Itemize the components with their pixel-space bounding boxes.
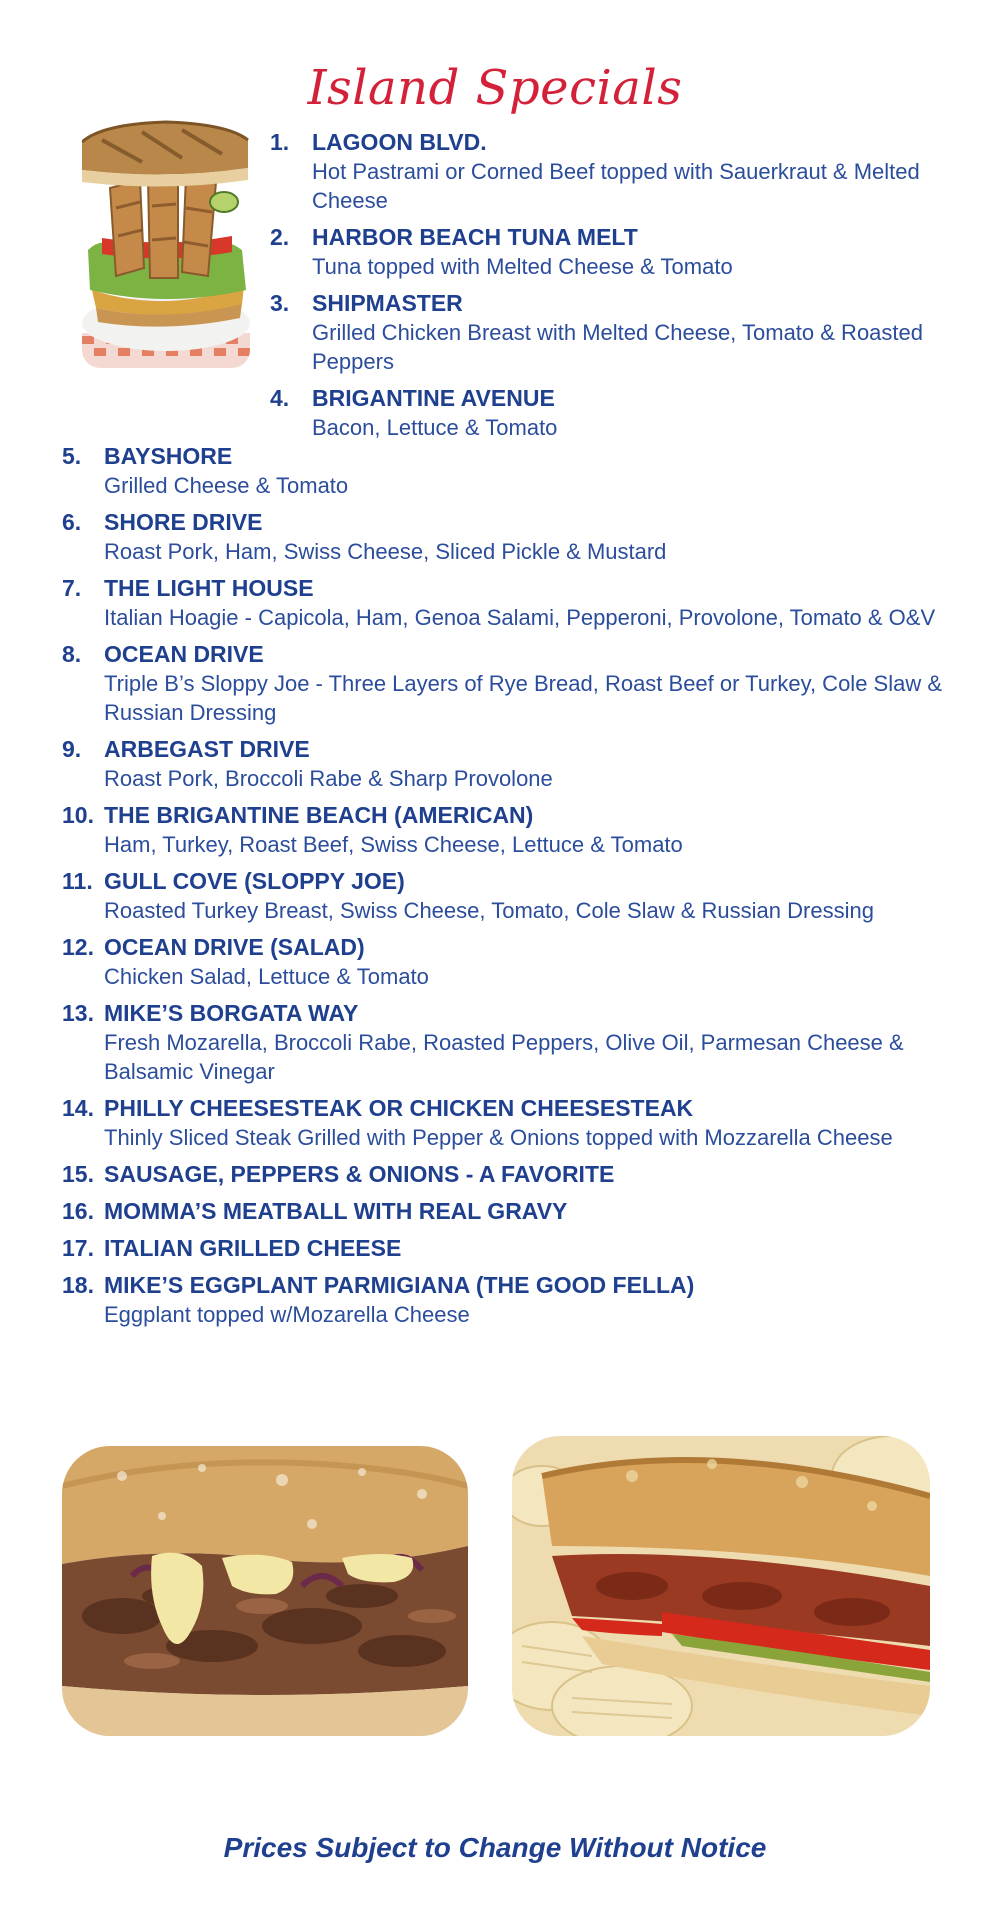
- item-description: Roasted Turkey Breast, Swiss Cheese, Tomato, Cole Slaw & Russian Dressing: [104, 898, 874, 923]
- page-title: Island Specials: [307, 60, 683, 116]
- menu-list-top: [270, 128, 950, 450]
- item-name: HARBOR BEACH TUNA MELT: [312, 224, 638, 250]
- menu-item: [62, 574, 942, 632]
- item-description: Roast Pork, Ham, Swiss Cheese, Sliced Pickle & Mustard: [104, 539, 667, 564]
- item-description: Tuna topped with Melted Cheese & Tomato: [312, 254, 733, 279]
- item-name: THE LIGHT HOUSE: [104, 575, 314, 601]
- item-number: 10.: [62, 802, 94, 828]
- item-number: 2.: [270, 224, 290, 250]
- menu-item: [62, 640, 942, 727]
- menu-item: [270, 223, 950, 281]
- item-name: LAGOON BLVD.: [312, 129, 487, 155]
- item-number: 6.: [62, 509, 82, 535]
- item-name: PHILLY CHEESESTEAK OR CHICKEN CHEESESTEAK: [104, 1095, 694, 1121]
- footer-notice: Prices Subject to Change Without Notice: [223, 1832, 767, 1863]
- sausage-peppers-photo: [512, 1436, 930, 1736]
- menu-item: [270, 384, 950, 442]
- item-number: 8.: [62, 641, 82, 667]
- item-name: MIKE’S EGGPLANT PARMIGIANA (THE GOOD FELLA): [104, 1272, 695, 1298]
- item-description: Grilled Cheese & Tomato: [104, 473, 349, 498]
- item-name: BRIGANTINE AVENUE: [312, 385, 555, 411]
- item-number: 16.: [62, 1198, 94, 1224]
- item-number: 7.: [62, 575, 82, 601]
- item-number: 1.: [270, 129, 290, 155]
- item-description: Chicken Salad, Lettuce & Tomato: [104, 964, 429, 989]
- item-number: 11.: [62, 868, 93, 894]
- item-description: Fresh Mozarella, Broccoli Rabe, Roasted Peppers, Olive Oil, Parmesan Cheese & Balsamic Vinegar: [104, 1030, 904, 1084]
- item-description: Eggplant topped w/Mozarella Cheese: [104, 1302, 470, 1327]
- menu-item: [62, 1271, 942, 1329]
- item-number: 17.: [62, 1235, 94, 1261]
- club-sandwich-photo: [82, 118, 250, 368]
- item-name: ARBEGAST DRIVE: [104, 736, 310, 762]
- item-description: Grilled Chicken Breast with Melted Cheese, Tomato & Roasted Peppers: [312, 320, 923, 374]
- item-description: Ham, Turkey, Roast Beef, Swiss Cheese, Lettuce & Tomato: [104, 832, 683, 857]
- item-name: OCEAN DRIVE: [104, 641, 264, 667]
- item-number: 12.: [62, 934, 94, 960]
- item-number: 9.: [62, 736, 82, 762]
- menu-item: [62, 508, 942, 566]
- menu-item: [62, 801, 942, 859]
- item-number: 14.: [62, 1095, 94, 1121]
- item-name: THE BRIGANTINE BEACH (AMERICAN): [104, 802, 534, 828]
- menu-item: [62, 735, 942, 793]
- item-description: Italian Hoagie - Capicola, Ham, Genoa Salami, Pepperoni, Provolone, Tomato & O&V: [104, 605, 936, 630]
- menu-item: [62, 867, 942, 925]
- item-name: GULL COVE (SLOPPY JOE): [104, 868, 405, 894]
- menu-item: [270, 128, 950, 215]
- item-number: 18.: [62, 1272, 94, 1298]
- item-description: Roast Pork, Broccoli Rabe & Sharp Provolone: [104, 766, 553, 791]
- item-number: 13.: [62, 1000, 94, 1026]
- item-description: Hot Pastrami or Corned Beef topped with Sauerkraut & Melted Cheese: [312, 159, 920, 213]
- item-number: 3.: [270, 290, 290, 316]
- item-description: Triple B’s Sloppy Joe - Three Layers of Rye Bread, Roast Beef or Turkey, Cole Slaw & Russian Dressing: [104, 671, 943, 725]
- item-name: OCEAN DRIVE (SALAD): [104, 934, 365, 960]
- item-name: MOMMA’S MEATBALL WITH REAL GRAVY: [104, 1198, 568, 1224]
- item-number: 4.: [270, 385, 290, 411]
- menu-item: [62, 933, 942, 991]
- menu-item: [62, 999, 942, 1086]
- item-name: SHORE DRIVE: [104, 509, 263, 535]
- item-name: BAYSHORE: [104, 443, 233, 469]
- menu-item: [62, 1160, 942, 1189]
- menu-item: [62, 1234, 942, 1263]
- item-number: 5.: [62, 443, 82, 469]
- menu-item: [270, 289, 950, 376]
- item-name: SHIPMASTER: [312, 290, 463, 316]
- menu-item: [62, 442, 942, 500]
- menu-list-main: [62, 442, 942, 1337]
- cheesesteak-photo: [62, 1446, 468, 1736]
- item-description: Thinly Sliced Steak Grilled with Pepper & Onions topped with Mozzarella Cheese: [104, 1125, 893, 1150]
- item-name: SAUSAGE, PEPPERS & ONIONS - A FAVORITE: [104, 1161, 615, 1187]
- item-description: Bacon, Lettuce & Tomato: [312, 415, 558, 440]
- menu-item: [62, 1094, 942, 1152]
- item-name: MIKE’S BORGATA WAY: [104, 1000, 359, 1026]
- item-number: 15.: [62, 1161, 94, 1187]
- menu-item: [62, 1197, 942, 1226]
- item-name: ITALIAN GRILLED CHEESE: [104, 1235, 402, 1261]
